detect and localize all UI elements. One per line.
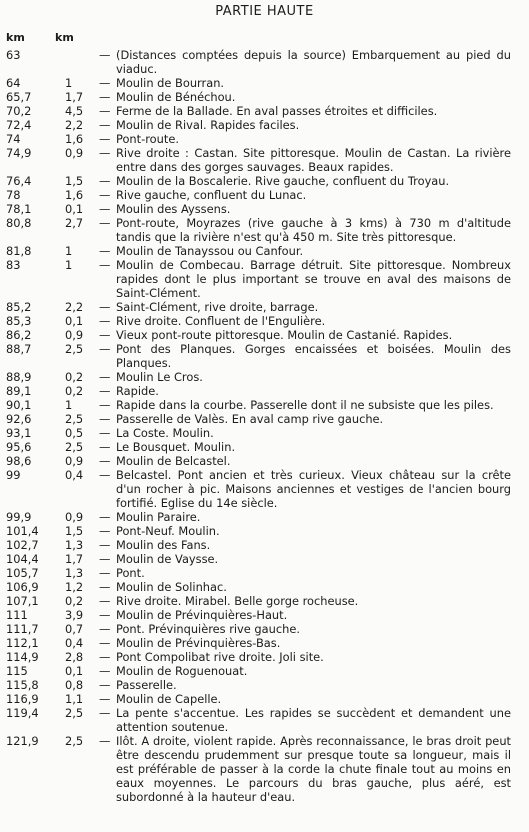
dash-separator: — [99,426,111,440]
row-description: Rive gauche, confluent du Lunac. [116,188,307,202]
row-description: Moulin de Combecau. Barrage détruit. Site pittoresque. Nombreux rapides dont le plus important se trouve en aval des maisons de Saint-Clément. [116,258,511,300]
km-partial: 1,7 [65,90,84,104]
itinerary-row [0,216,529,244]
km-partial: 0,9 [65,454,84,468]
row-description: Pont-route, Moyrazes (rive gauche à 3 kms) à 730 m d'altitude tandis que la rivière n'est qu'à 450 m. Site très pittoresque. [116,216,511,244]
km-total: 112,1 [6,636,39,650]
itinerary-row [0,608,529,622]
dash-separator: — [99,174,111,188]
itinerary-row [0,244,529,258]
dash-separator: — [99,146,111,160]
km-total: 104,4 [6,552,39,566]
km-total: 92,6 [6,412,32,426]
itinerary-row [0,174,529,188]
dash-separator: — [99,202,111,216]
km-total: 111,7 [6,622,39,636]
row-description: Pont. Prévinquières rive gauche. [116,622,300,636]
row-description: Moulin de Vaysse. [116,552,219,566]
dash-separator: — [99,118,111,132]
km-total: 119,4 [6,706,39,720]
row-description: Rive droite. Mirabel. Belle gorge rocheuse. [116,594,359,608]
km-partial: 0,2 [65,594,84,608]
km-partial: 3,9 [65,608,84,622]
row-description: Moulin des Fans. [116,538,211,552]
km-partial: 1,2 [65,580,84,594]
dash-separator: — [99,636,111,650]
km-total: 107,1 [6,594,39,608]
km-partial: 2,2 [65,118,84,132]
itinerary-row [0,636,529,650]
dash-separator: — [99,76,111,90]
row-description: Moulin Le Cros. [116,370,203,384]
itinerary-row [0,524,529,538]
km-total: 64 [6,76,21,90]
dash-separator: — [99,48,111,62]
row-description: Moulin de Solinhac. [116,580,227,594]
row-description: Saint-Clément, rive droite, barrage. [116,300,319,314]
itinerary-row [0,118,529,132]
km-partial: 1,7 [65,552,84,566]
km-total: 76,4 [6,174,32,188]
km-partial: 2,7 [65,216,84,230]
km-partial: 0,9 [65,146,84,160]
km-total: 83 [6,258,21,272]
km-total: 116,9 [6,692,39,706]
header-km-total: km [6,31,25,44]
itinerary-row [0,90,529,104]
km-total: 74 [6,132,21,146]
km-partial: 0,9 [65,510,84,524]
itinerary-row [0,692,529,706]
row-description: Moulin de Prévinquières-Haut. [116,608,288,622]
km-total: 121,9 [6,734,39,748]
dash-separator: — [99,188,111,202]
dash-separator: — [99,538,111,552]
km-partial: 0,7 [65,622,84,636]
km-partial: 0,1 [65,314,84,328]
km-partial: 1,1 [65,692,84,706]
dash-separator: — [99,664,111,678]
row-description: Moulin de Belcastel. [116,454,231,468]
dash-separator: — [99,468,111,482]
km-partial: 1,6 [65,132,84,146]
km-partial: 1 [65,258,73,272]
km-partial: 2,5 [65,440,84,454]
itinerary-row [0,384,529,398]
km-total: 81,8 [6,244,32,258]
dash-separator: — [99,412,111,426]
itinerary-row [0,76,529,90]
dash-separator: — [99,440,111,454]
km-partial: 1 [65,244,73,258]
km-total: 85,2 [6,300,32,314]
km-total: 65,7 [6,90,32,104]
itinerary-row [0,398,529,412]
itinerary-row [0,258,529,300]
dash-separator: — [99,104,111,118]
km-partial: 1,6 [65,188,84,202]
dash-separator: — [99,398,111,412]
km-total: 102,7 [6,538,39,552]
row-description: Rive droite. Confluent de l'Engulière. [116,314,326,328]
dash-separator: — [99,510,111,524]
km-total: 85,3 [6,314,32,328]
row-description: Belcastel. Pont ancien et très curieux. Vieux château sur la crête d'un rocher à pic. Maisons anciennes et vestiges de l'ancien bourg fortifié. Eglise du 14e siècle. [116,468,511,510]
itinerary-row [0,202,529,216]
row-description: Moulin de Rival. Rapides faciles. [116,118,300,132]
row-description: Moulin Paraire. [116,510,201,524]
km-total: 115,8 [6,678,39,692]
km-total: 80,8 [6,216,32,230]
dash-separator: — [99,370,111,384]
km-partial: 2,5 [65,412,84,426]
itinerary-row [0,104,529,118]
km-partial: 0,1 [65,664,84,678]
km-partial: 0,2 [65,384,84,398]
km-partial: 0,2 [65,370,84,384]
dash-separator: — [99,734,111,748]
dash-separator: — [99,678,111,692]
row-description: Passerelle de Valès. En aval camp rive gauche. [116,412,384,426]
itinerary-row [0,314,529,328]
itinerary-row [0,188,529,202]
itinerary-row [0,454,529,468]
row-description: (Distances comptées depuis la source) Embarquement au pied du viaduc. [116,48,511,76]
km-partial: 2,5 [65,734,84,748]
itinerary-row [0,426,529,440]
dash-separator: — [99,314,111,328]
km-partial: 0,8 [65,678,84,692]
km-total: 90,1 [6,398,32,412]
km-partial: 4,5 [65,104,84,118]
row-description: Pont-Neuf. Moulin. [116,524,220,538]
row-description: Moulin de Prévinquières-Bas. [116,636,281,650]
dash-separator: — [99,566,111,580]
dash-separator: — [99,258,111,272]
km-partial: 0,5 [65,426,84,440]
row-description: La pente s'accentue. Les rapides se succèdent et demandent une attention soutenue. [116,706,511,734]
dash-separator: — [99,244,111,258]
dash-separator: — [99,622,111,636]
itinerary-row [0,538,529,552]
dash-separator: — [99,650,111,664]
row-description: Ilôt. A droite, violent rapide. Après reconnaissance, le bras droit peut être descendu prudemment sur presque toute sa longueur, mais il est préférable de passer à la corde la chute finale tout au moins en eaux moyennes. Le parcours du bras gauche, plus aéré, est subordonné à la hauteur d'eau. [116,734,511,804]
km-total: 99,9 [6,510,32,524]
itinerary-row [0,48,529,76]
km-total: 114,9 [6,650,39,664]
itinerary-row [0,300,529,314]
dash-separator: — [99,580,111,594]
itinerary-row [0,552,529,566]
km-partial: 1,3 [65,538,84,552]
itinerary-row [0,566,529,580]
header-km-partial: km [55,31,74,44]
dash-separator: — [99,300,111,314]
km-partial: 0,1 [65,202,84,216]
km-total: 115 [6,664,28,678]
km-total: 74,9 [6,146,32,160]
itinerary-row [0,370,529,384]
dash-separator: — [99,90,111,104]
row-description: Moulin de Bourran. [116,76,225,90]
km-total: 101,4 [6,524,39,538]
itinerary-row [0,146,529,174]
row-description: Moulin des Ayssens. [116,202,231,216]
km-partial: 1,5 [65,174,84,188]
row-description: Le Bousquet. Moulin. [116,440,236,454]
dash-separator: — [99,132,111,146]
itinerary-row [0,580,529,594]
km-total: 89,1 [6,384,32,398]
itinerary-row [0,342,529,370]
dash-separator: — [99,454,111,468]
km-partial: 1 [65,398,73,412]
itinerary-row [0,328,529,342]
dash-separator: — [99,594,111,608]
km-total: 98,6 [6,454,32,468]
row-description: Pont-route. [116,132,179,146]
itinerary-row [0,468,529,510]
km-partial: 2,5 [65,342,84,356]
km-total: 70,2 [6,104,32,118]
row-description: La Coste. Moulin. [116,426,214,440]
km-total: 88,7 [6,342,32,356]
row-description: Moulin de Roguenouat. [116,664,248,678]
km-total: 88,9 [6,370,32,384]
itinerary-row [0,622,529,636]
km-total: 95,6 [6,440,32,454]
km-partial: 1,5 [65,524,84,538]
km-total: 78 [6,188,21,202]
km-partial: 0,4 [65,468,84,482]
dash-separator: — [99,524,111,538]
km-total: 72,4 [6,118,32,132]
itinerary-row [0,412,529,426]
dash-separator: — [99,706,111,720]
row-description: Pont. [116,566,145,580]
page-title: PARTIE HAUTE [215,4,314,19]
km-total: 106,9 [6,580,39,594]
km-partial: 1,3 [65,566,84,580]
row-description: Passerelle. [116,678,177,692]
row-description: Pont des Planques. Gorges encaissées et boisées. Moulin des Planques. [116,342,511,370]
dash-separator: — [99,552,111,566]
dash-separator: — [99,342,111,356]
row-description: Moulin de Capelle. [116,692,222,706]
km-total: 86,2 [6,328,32,342]
dash-separator: — [99,608,111,622]
row-description: Moulin de la Boscalerie. Rive gauche, confluent du Troyau. [116,174,450,188]
itinerary-row [0,664,529,678]
row-description: Moulin de Tanayssou ou Canfour. [116,244,304,258]
km-partial: 2,2 [65,300,84,314]
row-description: Moulin de Bénéchou. [116,90,236,104]
row-description: Rapide. [116,384,159,398]
km-total: 78,1 [6,202,32,216]
km-total: 99 [6,468,21,482]
dash-separator: — [99,384,111,398]
row-description: Ferme de la Ballade. En aval passes étroites et difficiles. [116,104,438,118]
dash-separator: — [99,328,111,342]
itinerary-row [0,706,529,734]
itinerary-row [0,132,529,146]
itinerary-list [0,48,529,804]
dash-separator: — [99,692,111,706]
km-total: 93,1 [6,426,32,440]
km-partial: 2,8 [65,650,84,664]
itinerary-row [0,650,529,664]
km-total: 105,7 [6,566,39,580]
km-partial: 2,5 [65,706,84,720]
itinerary-row [0,678,529,692]
itinerary-row [0,734,529,804]
km-partial: 0,9 [65,328,84,342]
row-description: Vieux pont-route pittoresque. Moulin de Castanié. Rapides. [116,328,453,342]
itinerary-row [0,510,529,524]
km-partial: 0,4 [65,636,84,650]
km-total: 111 [6,608,28,622]
row-description: Rapide dans la courbe. Passerelle dont il ne subsiste que les piles. [116,398,494,412]
km-total: 63 [6,48,21,62]
km-partial: 1 [65,76,73,90]
row-description: Pont Compolibat rive droite. Joli site. [116,650,324,664]
itinerary-row [0,440,529,454]
row-description: Rive droite : Castan. Site pittoresque. Moulin de Castan. La rivière entre dans des gorges sauvages. Beaux rapides. [116,146,511,174]
itinerary-row [0,594,529,608]
dash-separator: — [99,216,111,230]
